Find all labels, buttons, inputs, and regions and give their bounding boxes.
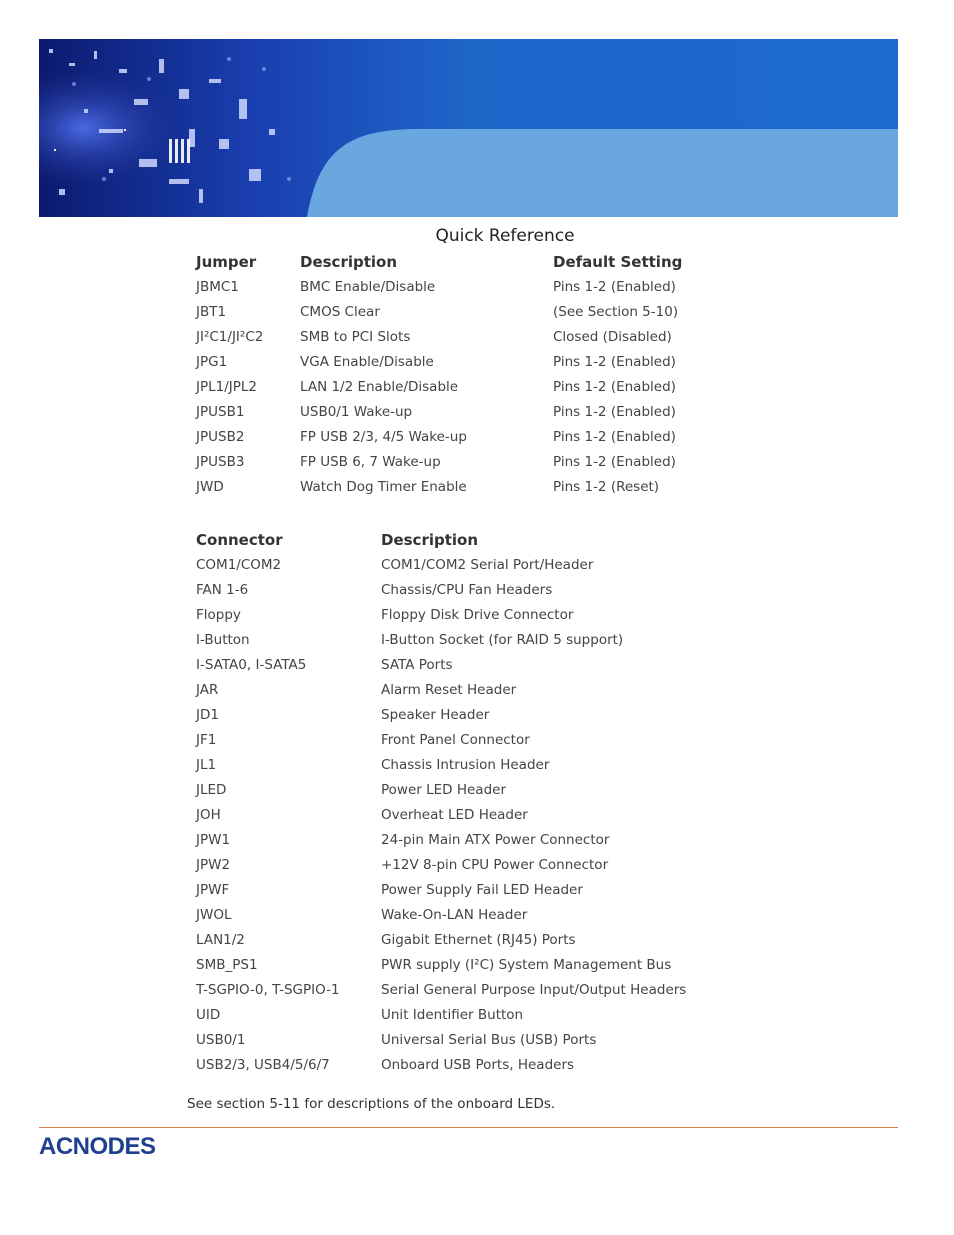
description-cell: Wake-On-LAN Header bbox=[381, 907, 528, 923]
jumper-cell: JPUSB3 bbox=[196, 454, 245, 470]
table-row bbox=[0, 807, 954, 832]
table-row bbox=[0, 707, 954, 732]
jumper-cell: JPUSB1 bbox=[196, 404, 245, 420]
description-cell: VGA Enable/Disable bbox=[300, 354, 434, 370]
table-row bbox=[0, 582, 954, 607]
table-row bbox=[0, 1057, 954, 1082]
jumper-cell: JWD bbox=[196, 479, 224, 495]
led-note: See section 5-11 for descriptions of the onboard LEDs. bbox=[187, 1096, 556, 1112]
connector-cell: JD1 bbox=[196, 707, 219, 723]
description-cell: Power LED Header bbox=[381, 782, 507, 798]
default-cell: Closed (Disabled) bbox=[553, 329, 672, 345]
table-row bbox=[0, 404, 954, 429]
logo-wordmark: ACNODES bbox=[39, 1133, 156, 1157]
description-cell: Universal Serial Bus (USB) Ports bbox=[381, 1032, 597, 1048]
table-row bbox=[0, 657, 954, 682]
connector-cell: JOH bbox=[196, 807, 221, 823]
table-row bbox=[0, 329, 954, 354]
jumper-cell: JPUSB2 bbox=[196, 429, 245, 445]
connector-cell: USB0/1 bbox=[196, 1032, 246, 1048]
description-cell: I-Button Socket (for RAID 5 support) bbox=[381, 632, 624, 648]
jumper-cell: JPL1/JPL2 bbox=[196, 379, 258, 395]
description-cell: Power Supply Fail LED Header bbox=[381, 882, 583, 898]
connector-cell: Floppy bbox=[196, 607, 241, 623]
table-row bbox=[0, 1032, 954, 1057]
table-row bbox=[0, 907, 954, 932]
description-cell: Overheat LED Header bbox=[381, 807, 528, 823]
description-cell: CMOS Clear bbox=[300, 304, 380, 320]
connector-cell: JL1 bbox=[196, 757, 217, 773]
description-cell: Chassis/CPU Fan Headers bbox=[381, 582, 553, 598]
table-row bbox=[0, 732, 954, 757]
header-banner bbox=[39, 39, 898, 217]
table-row bbox=[0, 682, 954, 707]
description-cell: SMB to PCI Slots bbox=[300, 329, 411, 345]
connector-cell: UID bbox=[196, 1007, 221, 1023]
description-cell: Front Panel Connector bbox=[381, 732, 530, 748]
table-row bbox=[0, 832, 954, 857]
table-row bbox=[0, 882, 954, 907]
table-row bbox=[0, 379, 954, 404]
connector-cell: SMB_PS1 bbox=[196, 957, 258, 973]
connector-cell: JPW1 bbox=[196, 832, 231, 848]
table-row bbox=[0, 557, 954, 582]
description-cell: 24-pin Main ATX Power Connector bbox=[381, 832, 610, 848]
description-cell: Chassis Intrusion Header bbox=[381, 757, 550, 773]
description-cell: PWR supply (I²C) System Management Bus bbox=[381, 957, 672, 973]
acnodes-logo bbox=[39, 1133, 195, 1157]
default-cell: Pins 1-2 (Enabled) bbox=[553, 404, 676, 420]
connector-cell: JPW2 bbox=[196, 857, 231, 873]
table-row bbox=[0, 957, 954, 982]
default-cell: Pins 1-2 (Enabled) bbox=[553, 429, 676, 445]
description-cell: SATA Ports bbox=[381, 657, 453, 673]
description-cell: Watch Dog Timer Enable bbox=[300, 479, 467, 495]
description-cell: BMC Enable/Disable bbox=[300, 279, 436, 295]
default-cell: Pins 1-2 (Enabled) bbox=[553, 379, 676, 395]
connector-col-header: Connector bbox=[196, 531, 283, 549]
table-row bbox=[0, 857, 954, 882]
table-row bbox=[0, 304, 954, 329]
connector-cell: JPWF bbox=[196, 882, 230, 898]
table-row bbox=[0, 279, 954, 304]
description-cell: Onboard USB Ports, Headers bbox=[381, 1057, 575, 1073]
description-cell: LAN 1/2 Enable/Disable bbox=[300, 379, 459, 395]
table-row bbox=[0, 757, 954, 782]
description-cell: Unit Identifier Button bbox=[381, 1007, 524, 1023]
jumper-cell: JBMC1 bbox=[196, 279, 239, 295]
table-row bbox=[0, 1007, 954, 1032]
table-row bbox=[0, 632, 954, 657]
connector-description-col-header: Description bbox=[381, 531, 479, 549]
table-row bbox=[0, 429, 954, 454]
default-cell: Pins 1-2 (Enabled) bbox=[553, 279, 676, 295]
connector-cell: JF1 bbox=[196, 732, 217, 748]
table-row bbox=[0, 932, 954, 957]
default-cell: Pins 1-2 (Enabled) bbox=[553, 354, 676, 370]
default-cell: Pins 1-2 (Reset) bbox=[553, 479, 660, 495]
description-cell: Floppy Disk Drive Connector bbox=[381, 607, 574, 623]
default-setting-col-header: Default Setting bbox=[553, 253, 683, 271]
connector-cell: FAN 1-6 bbox=[196, 582, 249, 598]
footer-divider bbox=[39, 1127, 898, 1128]
default-cell: (See Section 5-10) bbox=[553, 304, 679, 320]
page-title: Quick Reference bbox=[435, 226, 575, 246]
jumper-col-header: Jumper bbox=[196, 253, 257, 271]
circuit-board-image bbox=[39, 39, 898, 217]
connector-cell: COM1/COM2 bbox=[196, 557, 282, 573]
table-row bbox=[0, 607, 954, 632]
connector-cell: JWOL bbox=[196, 907, 232, 923]
description-cell: FP USB 6, 7 Wake-up bbox=[300, 454, 441, 470]
connector-cell: USB2/3, USB4/5/6/7 bbox=[196, 1057, 330, 1073]
description-cell: Speaker Header bbox=[381, 707, 490, 723]
table-row bbox=[0, 454, 954, 479]
connector-cell: T-SGPIO-0, T-SGPIO-1 bbox=[196, 982, 340, 998]
description-col-header: Description bbox=[300, 253, 398, 271]
description-cell: USB0/1 Wake-up bbox=[300, 404, 413, 420]
jumper-cell: JBT1 bbox=[196, 304, 227, 320]
description-cell: Alarm Reset Header bbox=[381, 682, 517, 698]
description-cell: FP USB 2/3, 4/5 Wake-up bbox=[300, 429, 467, 445]
connector-cell: I-Button bbox=[196, 632, 250, 648]
description-cell: COM1/COM2 Serial Port/Header bbox=[381, 557, 594, 573]
description-cell: Gigabit Ethernet (RJ45) Ports bbox=[381, 932, 576, 948]
table-row bbox=[0, 782, 954, 807]
description-cell: Serial General Purpose Input/Output Headers bbox=[381, 982, 687, 998]
table-row bbox=[0, 479, 954, 504]
jumper-cell: JI²C1/JI²C2 bbox=[196, 329, 264, 345]
default-cell: Pins 1-2 (Enabled) bbox=[553, 454, 676, 470]
table-row bbox=[0, 982, 954, 1007]
table-row bbox=[0, 354, 954, 379]
connector-cell: I-SATA0, I-SATA5 bbox=[196, 657, 307, 673]
connector-cell: JLED bbox=[196, 782, 227, 798]
jumper-cell: JPG1 bbox=[196, 354, 228, 370]
connector-cell: JAR bbox=[196, 682, 219, 698]
connector-cell: LAN1/2 bbox=[196, 932, 245, 948]
description-cell: +12V 8-pin CPU Power Connector bbox=[381, 857, 609, 873]
